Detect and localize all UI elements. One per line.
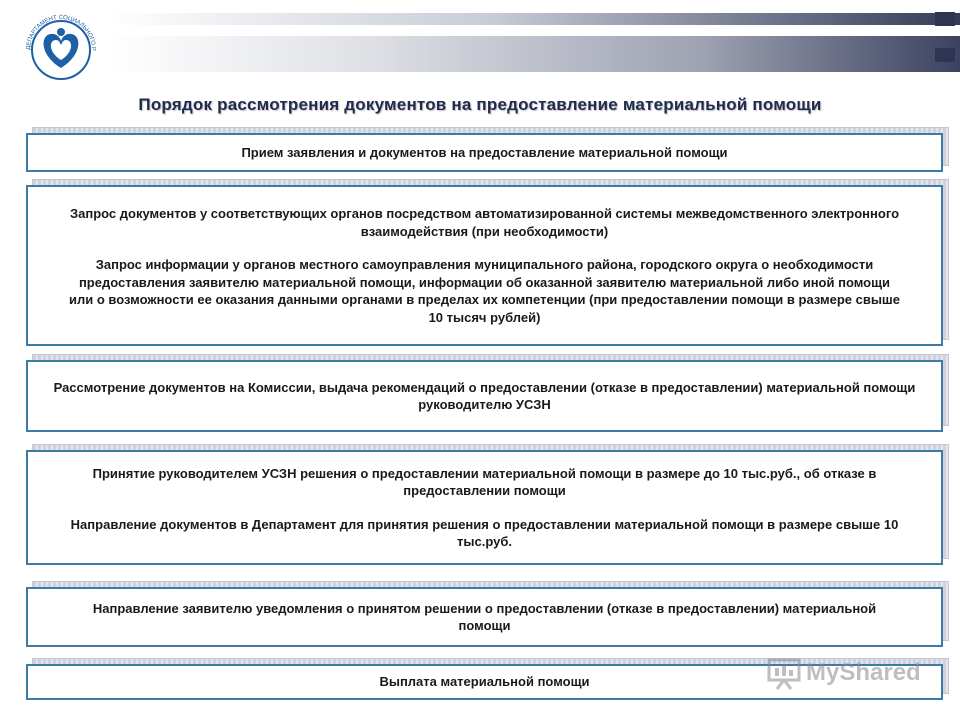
header-corner-block [935,12,955,26]
department-logo [18,10,104,82]
step-text: Запрос информации у органов местного самоуправления муниципального района, городского округа о необходимости предоставления заявителю материальной помощи, информации об оказанной заявителю материальной либо иной помощи или о возможности ее оказания данными органами в пределах их компетенции (при предоставлении помощи в размере свыше 10 тысяч рублей) [69,257,900,325]
header-band-top [108,13,960,25]
step-text: Рассмотрение документов на Комиссии, выдача рекомендаций о предоставлении (отказе в предоставлении) материальной помощи руководителю УСЗН [53,379,916,412]
presentation-icon [766,656,802,690]
step-box [26,133,943,172]
watermark [766,656,921,690]
step-box [26,360,943,432]
step-3 [26,360,943,432]
watermark-text: MyShared [806,659,921,686]
step-4 [26,450,943,565]
step-box [26,587,943,647]
step-text: Направление документов в Департамент для принятия решения о предоставлении материальной помощи в размере свыше 10 тыс.руб. [70,516,899,549]
step-text: Направление заявителю уведомления о принятом решении о предоставлении (отказе в предоставлении) материальной помощи [92,600,877,633]
page-title: Порядок рассмотрения документов на предоставление материальной помощи [138,95,822,114]
step-text: Принятие руководителем УСЗН решения о предоставлении материальной помощи в размере до 10 тыс.руб., об отказе в предоставлении помощи [92,465,877,498]
step-box [26,450,943,565]
header-corner-block [935,48,955,62]
step-text: Прием заявления и документов на предоставление материальной помощи [241,144,728,160]
step-box [26,185,943,346]
logo-text: ДЕПАРТАМЕНТ СОЦИАЛЬНОГО Р [25,14,97,51]
step-2 [26,185,943,346]
step-text: Выплата материальной помощи [379,674,590,690]
step-text: Запрос документов у соответствующих органов посредством автоматизированной системы межведомственного электронного взаимодействия (при необходимости) [69,206,900,239]
step-1 [26,133,943,172]
header-band-bottom [108,36,960,72]
step-5 [26,587,943,647]
